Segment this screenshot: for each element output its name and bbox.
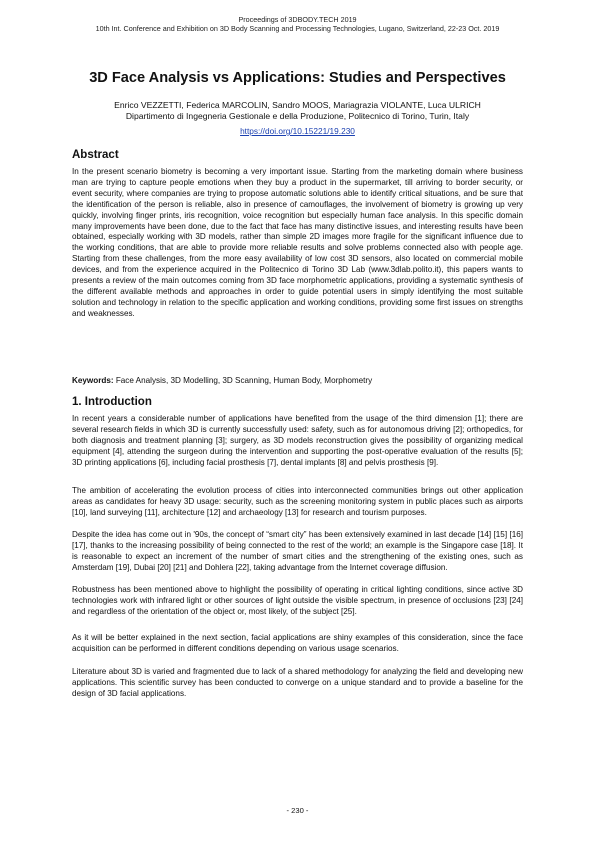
keywords-text: Face Analysis, 3D Modelling, 3D Scanning, Human Body, Morphometry [115, 376, 373, 385]
paper-title: 3D Face Analysis vs Applications: Studies and Perspectives [89, 70, 506, 86]
doi-link[interactable]: https://doi.org/10.15221/19.230 [240, 126, 355, 136]
page-number: - 230 - [286, 806, 309, 815]
keywords [72, 375, 523, 386]
intro-paragraph: Literature about 3D is varied and fragmented due to lack of a shared methodology for analyzing the field and developing new applications. This scientific survey has been conducted to converge on a unique standard and to provide a baseline for the design of 3D facial applications. [72, 667, 523, 698]
abstract-text: In the present scenario biometry is becoming a very important issue. Starting from the marketing domain where business man are trying to capture people emotions when they buy a product in the supermarket, till arriving to border security, or event security, where companies are trying to propose automatic solutions able to identify critical situations, and be sure that the identification of the person is reliable, also in presence of camouflages, the involvement of biometry is growing up very quickly, involving finger prints, iris recognition, voice recognition but especially human face analysis. In this specific domain many improvements have been done, due to the fact that face has many distinctive issues, and interesting results have been obtained, especially working with 3D models, rather than simple 2D images more fragile for the significant influence due to the working conditions, that are able to provide more reliable results and solve problems connected also with people age. Starting from these challenges, from the more easy availability of low cost 3D sensors, also located on commercial mobile devices, and from the experience acquired in the Politecnico di Torino 3D Lab (www.3dlab.polito.it), this papers wants to presents a review of the main outcomes coming from 3D face morphometric applications, providing a systematic synthesis of the different available methods and approaches in order to guide potential users in simply identifying the most suitable solution and technology in relation to the specific application and working conditions, providing some first issues on strengths and weaknesses. [72, 167, 523, 318]
conference-line: 10th Int. Conference and Exhibition on 3D Body Scanning and Processing Technologies, Lugano, Switzerland, 22-23 Oct. 2019 [95, 24, 500, 34]
affiliation: Dipartimento di Ingegneria Gestionale e della Produzione, Politecnico di Torino, Turin, Italy [125, 111, 470, 121]
intro-paragraph: As it will be better explained in the next section, facial applications are shiny examples of this consideration, since the face acquisition can be performed in different conditions depending on various usage scenarios. [72, 633, 523, 653]
conference-header [0, 15, 595, 34]
keywords-label: Keywords: [72, 376, 114, 385]
intro-paragraph: Despite the idea has come out in '90s, the concept of “smart city” has been extensively examined in last decade [14] [15] [16] [17], thanks to the increasing possibility of being connected to the rest of the world; an example is the Singapore case [18]. It is reasonable to expect an increment of the number of smart cities and the strengthening of the existing ones, such as Amsterdam [19], Dubai [20] [21] and Dohlera [22], taking advantage from the Internet coverage diffusion. [72, 530, 523, 572]
authors: Enrico VEZZETTI, Federica MARCOLIN, Sandro MOOS, Mariagrazia VIOLANTE, Luca ULRICH [114, 100, 481, 110]
intro-paragraph: Robustness has been mentioned above to highlight the possibility of operating in critical lighting conditions, since active 3D technologies work with infrared light or other sources of light outside the visible spectrum, in presence of occlusions [23] [24] and regardless of the orientation of the object or, most likely, of the subject [25]. [72, 585, 523, 616]
introduction-heading: 1. Introduction [72, 396, 152, 408]
intro-paragraph: In recent years a considerable number of applications have benefited from the usage of the third dimension [1]; there are several research fields in which 3D is currently successfully used: safety, such as for autonomous driving [2]; orthopedics, for both diagnosis and treatment planning [3]; surgery, as 3D models reconstruction gives the possibility of organizing medical equipment [4], attending the surgeon during the intervention and supporting the post-operative evaluation of the results [5]; 3D printing applications [6], including facial prosthesis [7], dental implants [8] and pelvis prosthesis [9]. [72, 414, 523, 467]
abstract-heading: Abstract [72, 149, 119, 161]
intro-paragraph: The ambition of accelerating the evolution process of cities into interconnected communities brings out other application areas as candidates for heavy 3D usage: security, such as the screening monitoring system in public places such as airports [10], land surveying [11], architecture [12] and archaeology [13] for research and tourism purposes. [72, 486, 523, 517]
proceedings-line: Proceedings of 3DBODY.TECH 2019 [238, 15, 357, 24]
